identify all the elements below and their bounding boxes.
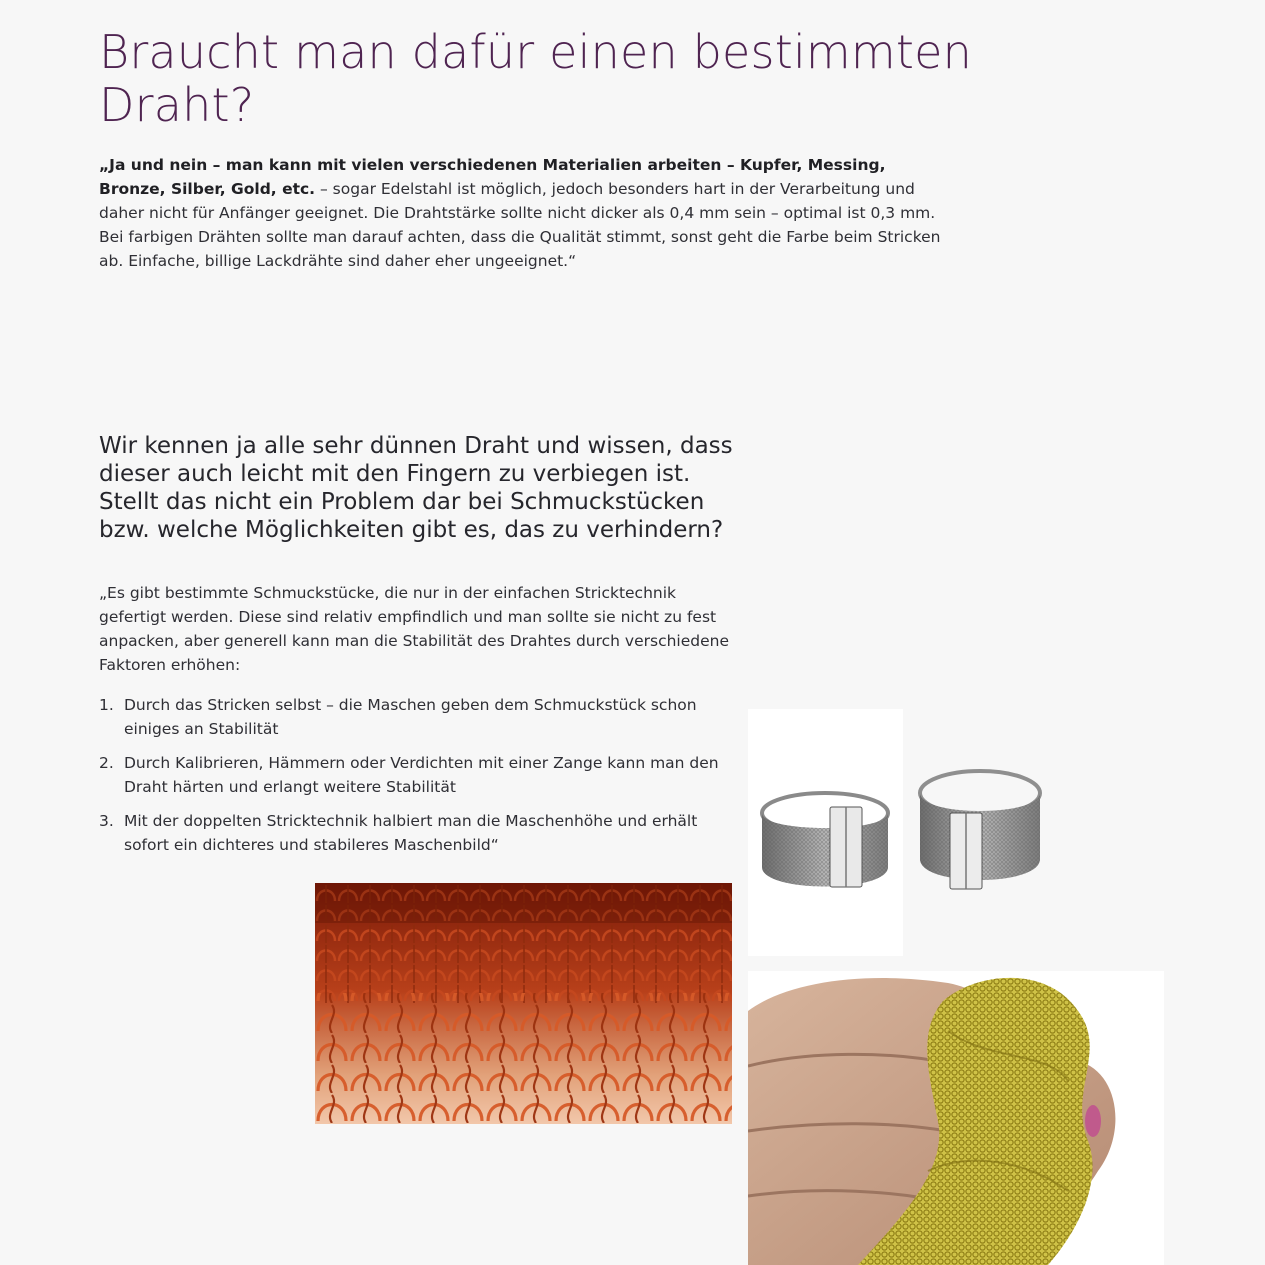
- intro-bold: „Ja und nein – man kann mit vielen verschiedenen Materialien arbeiten – Kupfer, Messing, Bronze, Silber, Gold, etc.: [99, 156, 886, 198]
- list-text: Mit der doppelten Stricktechnik halbiert man die Maschenhöhe und erhält sofort ein dichteres und stabileres Maschenbild“: [124, 812, 698, 854]
- list-text: Durch Kalibrieren, Hämmern oder Verdichten mit einer Zange kann man den Draht härten und erlangt weitere Stabilität: [124, 754, 719, 796]
- list-item: [99, 693, 731, 741]
- section-question-heading: Wir kennen ja alle sehr dünnen Draht und wissen, dass dieser auch leicht mit den Fingern zu verbiegen ist. Stellt das nicht ein Problem dar bei Schmuckstücken bzw. welche Möglichkeiten gibt es, das zu verhindern?: [99, 433, 733, 543]
- list-item: [99, 809, 731, 857]
- list-number: 1.: [99, 696, 114, 714]
- list-number: 2.: [99, 754, 114, 772]
- intro-text: – sogar Edelstahl ist möglich, jedoch besonders hart in der Verarbeitung und daher nicht für Anfänger geeignet. Die Drahtstärke sollte nicht dicker als 0,4 mm sein – optimal ist 0,3 mm. Bei farbigen Drähten sollte man darauf achten, dass die Qualität stimmt, sonst geht die Farbe beim Stricken ab. Einfache, billige Lackdrähte sind daher eher ungeeignet.“: [99, 180, 941, 270]
- silver-bracelets-image: [748, 709, 1056, 956]
- gold-mesh-hand-image: [748, 971, 1164, 1265]
- intro-paragraph: [99, 153, 951, 273]
- copper-mesh-image: [315, 883, 732, 1124]
- list-number: 3.: [99, 812, 114, 830]
- stability-list: [99, 693, 731, 867]
- list-item: [99, 751, 731, 799]
- list-text: Durch das Stricken selbst – die Maschen geben dem Schmuckstück schon einiges an Stabilität: [124, 696, 697, 738]
- page-title: Braucht man dafür einen bestimmten Draht?: [99, 25, 973, 132]
- answer-paragraph: „Es gibt bestimmte Schmuckstücke, die nur in der einfachen Stricktechnik gefertigt werden. Diese sind relativ empfindlich und man sollte sie nicht zu fest anpacken, aber generell kann man die Stabilität des Drahtes durch verschiedene Faktoren erhöhen:: [99, 584, 729, 674]
